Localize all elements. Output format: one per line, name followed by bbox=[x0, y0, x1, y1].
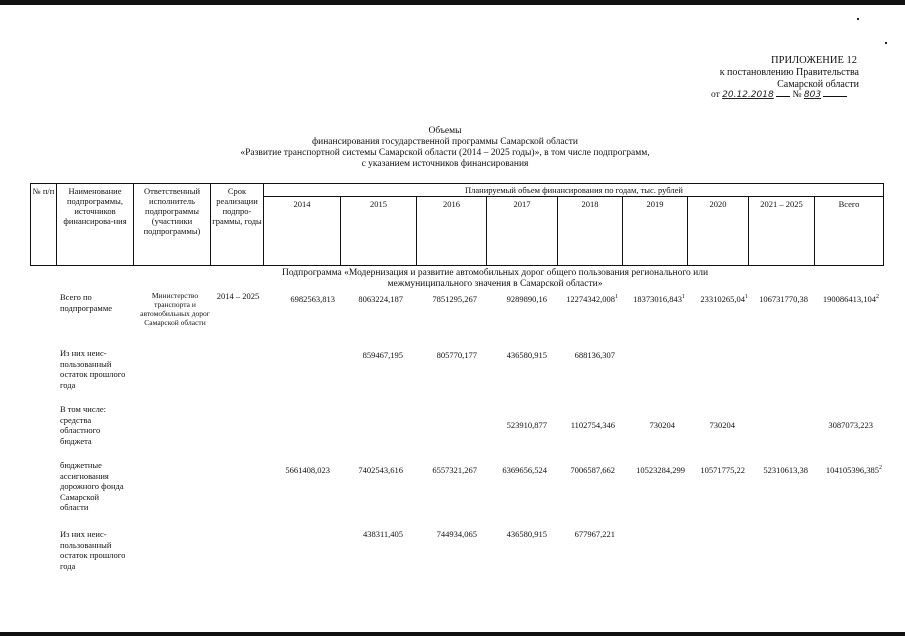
header-year: 2018 bbox=[581, 199, 599, 209]
date-prefix: от bbox=[711, 90, 720, 100]
subprogram-line: межмуниципального значения в Самарской области» bbox=[387, 279, 603, 289]
value-cell: 8063224,187 bbox=[358, 294, 403, 304]
appendix-block bbox=[659, 55, 859, 91]
value-cell: 688136,307 bbox=[574, 350, 615, 360]
title-line: «Развитие транспортной системы Самарской области (2014 – 2025 годы)», в том числе подпрограмм, bbox=[240, 148, 650, 158]
value-cell: 677967,221 bbox=[574, 529, 615, 539]
appendix-title: ПРИЛОЖЕНИЕ 12 bbox=[771, 55, 857, 66]
row-label: Из них неис-пользованный остаток прошлого года bbox=[60, 348, 126, 390]
handwritten-date: 20.12.2018 bbox=[722, 90, 774, 100]
header-name: Наименование подпрограммы, источников финансирова-ния bbox=[63, 186, 127, 226]
value-cell: 7006587,662 bbox=[570, 465, 615, 475]
implementation-period: 2014 – 2025 bbox=[216, 291, 260, 301]
col-divider bbox=[133, 184, 134, 265]
header-year: 2019 bbox=[646, 199, 664, 209]
value-cell: 6557321,267 bbox=[432, 465, 477, 475]
subprogram-title bbox=[230, 268, 760, 290]
header-year: 2021 – 2025 bbox=[760, 199, 803, 209]
value-cell: 730204 bbox=[649, 420, 675, 430]
scan-speck bbox=[857, 18, 859, 20]
header-plan: Планируемый объем финансирования по годам, тыс. рублей bbox=[465, 185, 683, 195]
header-year: 2014 bbox=[293, 199, 311, 209]
value-cell: 7402543,616 bbox=[358, 465, 403, 475]
document-title bbox=[190, 126, 700, 170]
financing-table-header bbox=[30, 183, 884, 266]
value-cell: 52310613,38 bbox=[763, 465, 808, 475]
header-year: 2015 bbox=[370, 199, 387, 209]
value-cell: 436580,915 bbox=[506, 350, 547, 360]
value-cell: 805770,177 bbox=[436, 350, 477, 360]
handwritten-number: 803 bbox=[803, 90, 822, 100]
appendix-line: к постановлению Правительства bbox=[719, 67, 859, 78]
value-cell: 10523284,299 bbox=[636, 465, 685, 475]
value-cell: 12274342,008$^1$ bbox=[566, 294, 618, 304]
value-cell: 6982563,813 bbox=[290, 294, 335, 304]
header-total: Всего bbox=[838, 199, 860, 209]
value-cell: 730204 bbox=[709, 420, 735, 430]
subprogram-line: Подпрограмма «Модернизация и развитие автомобильных дорог общего пользования регионального или bbox=[281, 268, 709, 278]
col-divider bbox=[56, 184, 57, 265]
header-num: № п/п bbox=[32, 186, 55, 196]
header-responsible: Ответственный исполнитель подпрограммы (участники подпрограммы) bbox=[143, 186, 201, 236]
value-cell: 3087073,223 bbox=[828, 420, 873, 430]
header-year: 2020 bbox=[709, 199, 727, 209]
value-cell: 523910,877 bbox=[506, 420, 547, 430]
header-period: Срок реализации подпро-граммы, годы bbox=[212, 186, 262, 226]
value-cell: 6369656,524 bbox=[502, 465, 547, 475]
value-cell: 18373016,843$^1$ bbox=[633, 294, 685, 304]
value-cell: 106731770,38 bbox=[759, 294, 808, 304]
value-cell: 7851295,267 bbox=[432, 294, 477, 304]
responsible-executor: Министерство транспорта и автомобильных дорог Самарской области bbox=[140, 291, 210, 327]
scan-bottom-border bbox=[0, 632, 905, 636]
row-label: бюджетные ассигнования дорожного фонда Самарской области bbox=[60, 460, 124, 512]
title-line: Объемы bbox=[428, 126, 462, 136]
value-cell: 9289890,16 bbox=[506, 294, 547, 304]
value-cell: 190086413,104$^2$ bbox=[822, 294, 879, 304]
value-cell: 859467,195 bbox=[362, 350, 403, 360]
row-label: В том числе: средства областного бюджета bbox=[60, 404, 106, 446]
number-prefix: № bbox=[792, 90, 802, 100]
value-cell: 438311,405 bbox=[362, 529, 403, 539]
value-cell: 5661408,023 bbox=[285, 465, 330, 475]
value-cell: 744934,065 bbox=[436, 529, 477, 539]
title-line: с указанием источников финансирования bbox=[361, 159, 529, 169]
header-year: 2016 bbox=[443, 199, 460, 209]
title-line: финансирования государственной программы Самарской области bbox=[311, 137, 578, 147]
value-cell: 10571775,22 bbox=[700, 465, 745, 475]
value-cell: 104105396,385$^2$ bbox=[825, 465, 882, 475]
row-divider bbox=[263, 196, 883, 197]
value-cell: 1102754,346 bbox=[570, 420, 615, 430]
header-year: 2017 bbox=[513, 199, 531, 209]
row-label: Всего по подпрограмме bbox=[60, 292, 112, 313]
scan-speck bbox=[885, 42, 887, 44]
scan-top-border bbox=[0, 0, 905, 5]
value-cell: 23310265,04$^1$ bbox=[700, 294, 748, 304]
appendix-line: Самарской области bbox=[777, 79, 859, 90]
value-cell: 436580,915 bbox=[506, 529, 547, 539]
row-label: Из них неис-пользованный остаток прошлого года bbox=[60, 529, 126, 571]
resolution-date-line bbox=[711, 90, 847, 100]
